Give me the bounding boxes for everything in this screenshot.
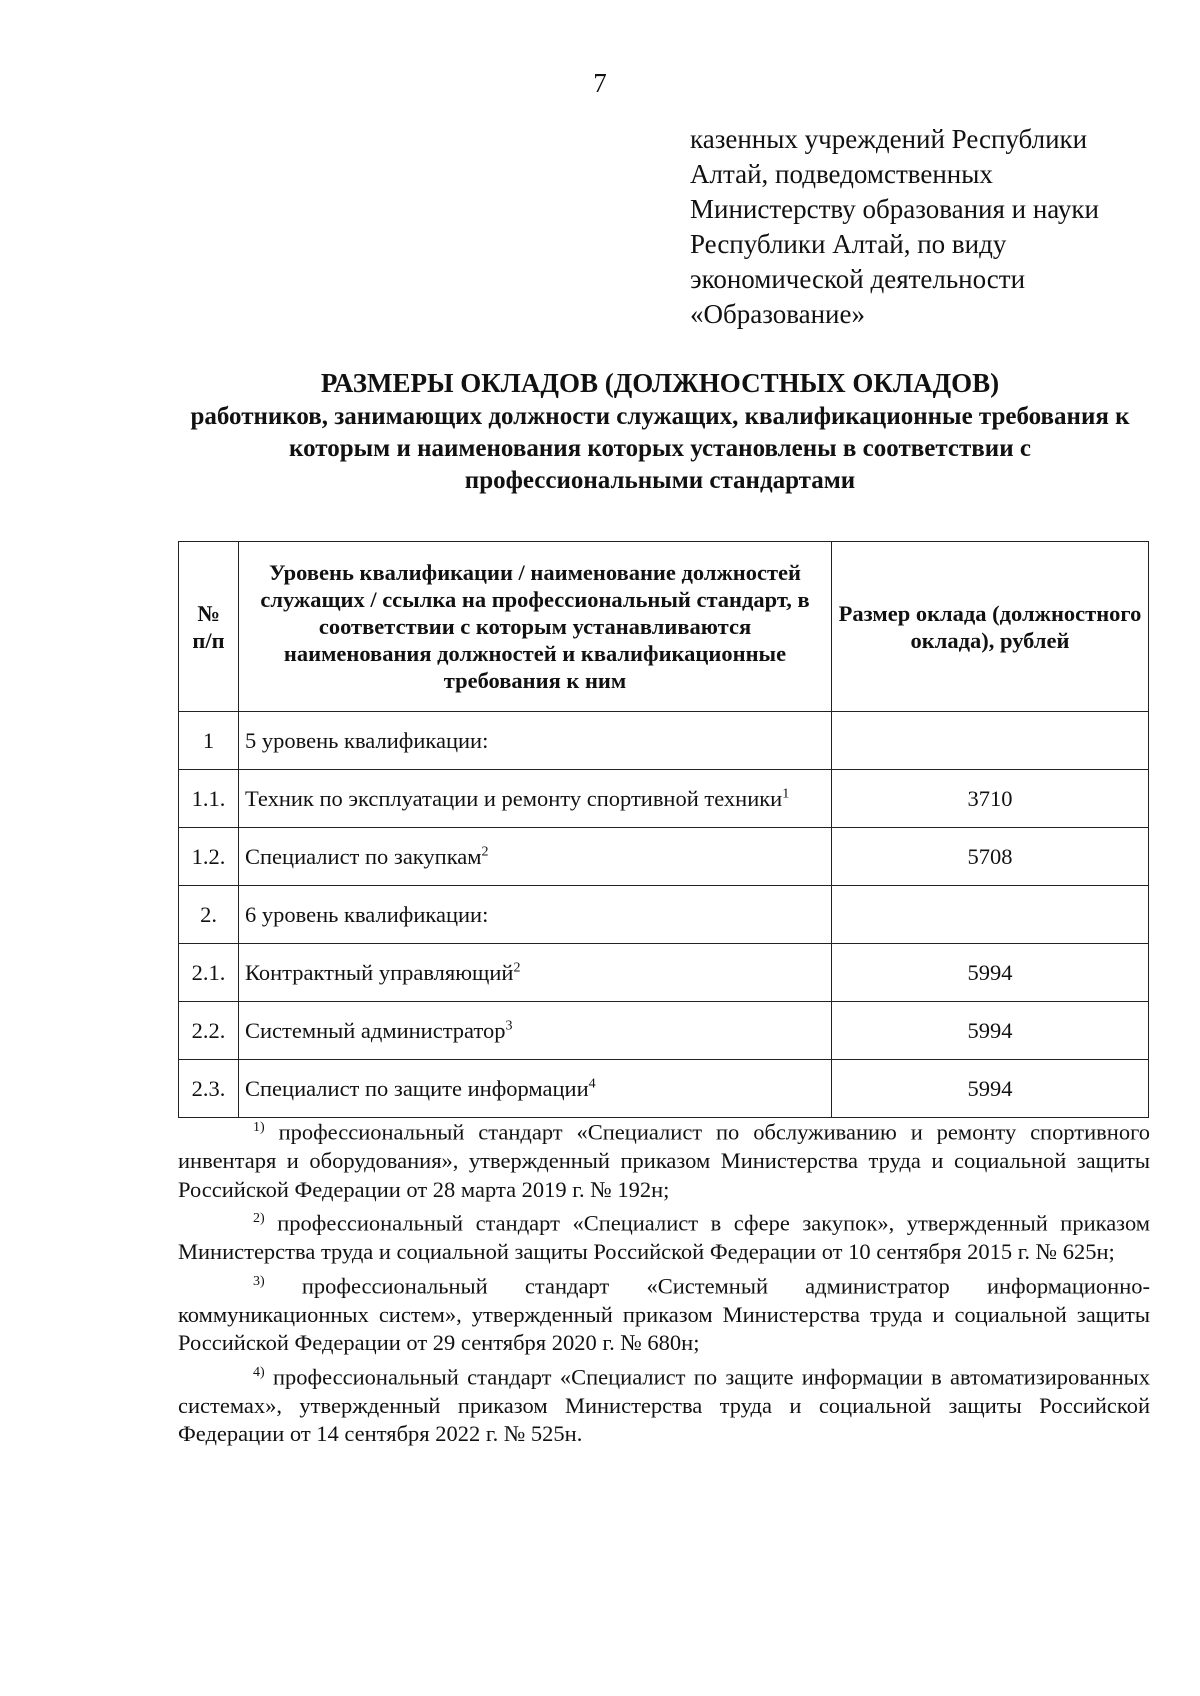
table-row <box>179 828 1149 886</box>
footnote-mark: 2) <box>253 1211 265 1226</box>
footnote-ref: 2 <box>481 844 489 859</box>
position-text: Контрактный управляющий <box>245 959 514 985</box>
footnote-text: профессиональный стандарт «Системный администратор информационно-коммуникационных систем», утвержденный приказом Министерства труда и социальной защиты Российской Федерации от 29 сентября 2020 г. № 680н; <box>178 1273 1151 1355</box>
table-row <box>179 1002 1149 1060</box>
row-number: 1.1. <box>179 770 239 828</box>
footnote-ref: 1 <box>782 786 790 801</box>
footnote-mark: 3) <box>253 1273 265 1289</box>
address-line: Республики Алтай, по виду <box>690 229 1007 259</box>
row-number: 2.2. <box>179 1002 239 1060</box>
row-number: 1 <box>179 712 239 770</box>
footnotes <box>178 1114 1150 1450</box>
footnote <box>178 1268 1150 1358</box>
salary-table <box>178 541 1149 1118</box>
position-text: Специалист по закупкам <box>245 843 482 869</box>
table-row <box>179 886 1149 944</box>
row-position <box>239 828 832 886</box>
row-position <box>239 712 832 770</box>
row-position <box>239 886 832 944</box>
table-row <box>179 944 1149 1002</box>
footnote-text: профессиональный стандарт «Специалист по обслуживанию и ремонту спортивного инвентаря и оборудования», утвержденный приказом Министерства труда и социальной защиты Российской Федерации от 28 марта 2019 г. № 192н; <box>178 1119 1151 1202</box>
row-salary: 5994 <box>832 1002 1149 1060</box>
footnote <box>178 1205 1150 1267</box>
footnote-mark: 1) <box>253 1120 265 1135</box>
table-row <box>179 770 1149 828</box>
row-number: 2.3. <box>179 1060 239 1118</box>
header-position: Уровень квалификации / наименование должностей служащих / ссылка на профессиональный стандарт, в соответствии с которым устанавливаются наименования должностей и квалификационные требования к ним <box>239 542 832 712</box>
document-title <box>170 365 1150 497</box>
row-position <box>239 1002 832 1060</box>
row-number: 2. <box>179 886 239 944</box>
row-position <box>239 770 832 828</box>
footnote-ref: 4 <box>588 1076 596 1091</box>
table-row <box>179 1060 1149 1118</box>
row-salary <box>832 712 1149 770</box>
footnote-mark: 4) <box>253 1364 265 1380</box>
footnote-text: профессиональный стандарт «Специалист в сфере закупок», утвержденный приказом Министерства труда и социальной защиты Российской Федерации от 10 сентября 2015 г. № 625н; <box>178 1210 1150 1264</box>
footnote <box>178 1114 1150 1204</box>
header-number: № п/п <box>179 542 239 712</box>
title-subtitle: работников, занимающих должности служащих, квалификационные требования к которым и наименования которых установлены в соответствии с профессиональными стандартами <box>190 403 1130 494</box>
position-text: 5 уровень квалификации: <box>245 727 489 753</box>
address-line: Министерству образования и науки <box>690 194 1099 224</box>
address-line: экономической деятельности <box>690 264 1026 294</box>
page-number: 7 <box>593 68 607 98</box>
row-number: 1.2. <box>179 828 239 886</box>
position-text: Системный администратор <box>245 1017 506 1043</box>
header-salary: Размер оклада (должностного оклада), рублей <box>832 542 1149 712</box>
address-line: казенных учреждений Республики <box>690 124 1088 154</box>
row-salary: 3710 <box>832 770 1149 828</box>
address-line: «Образование» <box>690 299 865 329</box>
row-number: 2.1. <box>179 944 239 1002</box>
row-salary: 5994 <box>832 1060 1149 1118</box>
addressee-block <box>690 122 1170 332</box>
position-text: Специалист по защите информации <box>245 1075 589 1101</box>
position-text: 6 уровень квалификации: <box>245 901 489 927</box>
title-main: РАЗМЕРЫ ОКЛАДОВ (ДОЛЖНОСТНЫХ ОКЛАДОВ) <box>320 368 1000 398</box>
row-position <box>239 944 832 1002</box>
table-header-row <box>179 542 1149 712</box>
row-salary: 5994 <box>832 944 1149 1002</box>
footnote-text: профессиональный стандарт «Специалист по защите информации в автоматизированных системах», утвержденный приказом Министерства труда и социальной защиты Российской Федерации от 14 сентября 2022 г. № 525н. <box>178 1364 1151 1446</box>
row-salary: 5708 <box>832 828 1149 886</box>
footnote <box>178 1359 1150 1449</box>
footnote-ref: 3 <box>505 1018 513 1033</box>
row-salary <box>832 886 1149 944</box>
table-row <box>179 712 1149 770</box>
row-position <box>239 1060 832 1118</box>
address-line: Алтай, подведомственных <box>690 159 993 189</box>
footnote-ref: 2 <box>513 960 521 975</box>
position-text: Техник по эксплуатации и ремонту спортивной техники <box>245 785 783 811</box>
